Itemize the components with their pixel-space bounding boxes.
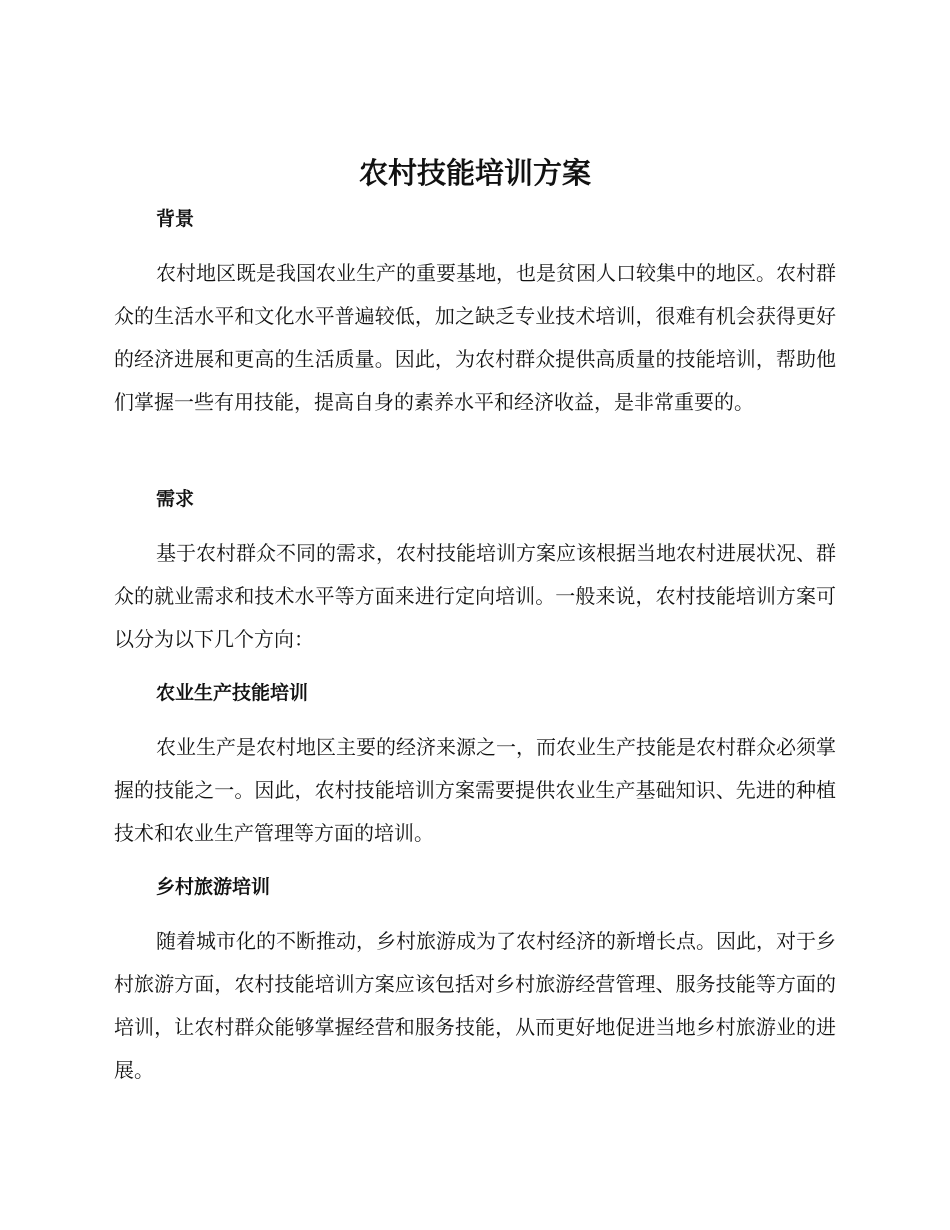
document-title: 农村技能培训方案: [358, 156, 591, 190]
section-heading-background: 背景: [156, 208, 195, 230]
section-body-background: 农村地区既是我国农业生产的重要基地，也是贫困人口较集中的地区。农村群众的生活水平和文化水平普遍较低，加之缺乏专业技术培训，很难有机会获得更好的经济进展和更高的生活质量。因此，为农村群众提供高质量的技能培训，帮助他们掌握一些有用技能，提高自身的素养水平和经济收益，是非常重要的。: [114, 261, 836, 414]
section-body-needs: 基于农村群众不同的需求，农村技能培训方案应该根据当地农村进展状况、群众的就业需求和技术水平等方面来进行定向培训。一般来说，农村技能培训方案可以分为以下几个方向：: [114, 541, 836, 651]
section-body-rural-tourism: 随着城市化的不断推动，乡村旅游成为了农村经济的新增长点。因此，对于乡村旅游方面，农村技能培训方案应该包括对乡村旅游经营管理、服务技能等方面的培训，让农村群众能够掌握经营和服务技能，从而更好地促进当地乡村旅游业的进展。: [114, 929, 836, 1082]
section-heading-needs: 需求: [156, 488, 195, 510]
section-heading-rural-tourism: 乡村旅游培训: [156, 876, 271, 898]
section-body-agriculture: 农业生产是农村地区主要的经济来源之一，而农业生产技能是农村群众必须掌握的技能之一。因此，农村技能培训方案需要提供农业生产基础知识、先进的种植技术和农业生产管理等方面的培训。: [114, 735, 836, 845]
section-heading-agriculture: 农业生产技能培训: [156, 682, 309, 704]
